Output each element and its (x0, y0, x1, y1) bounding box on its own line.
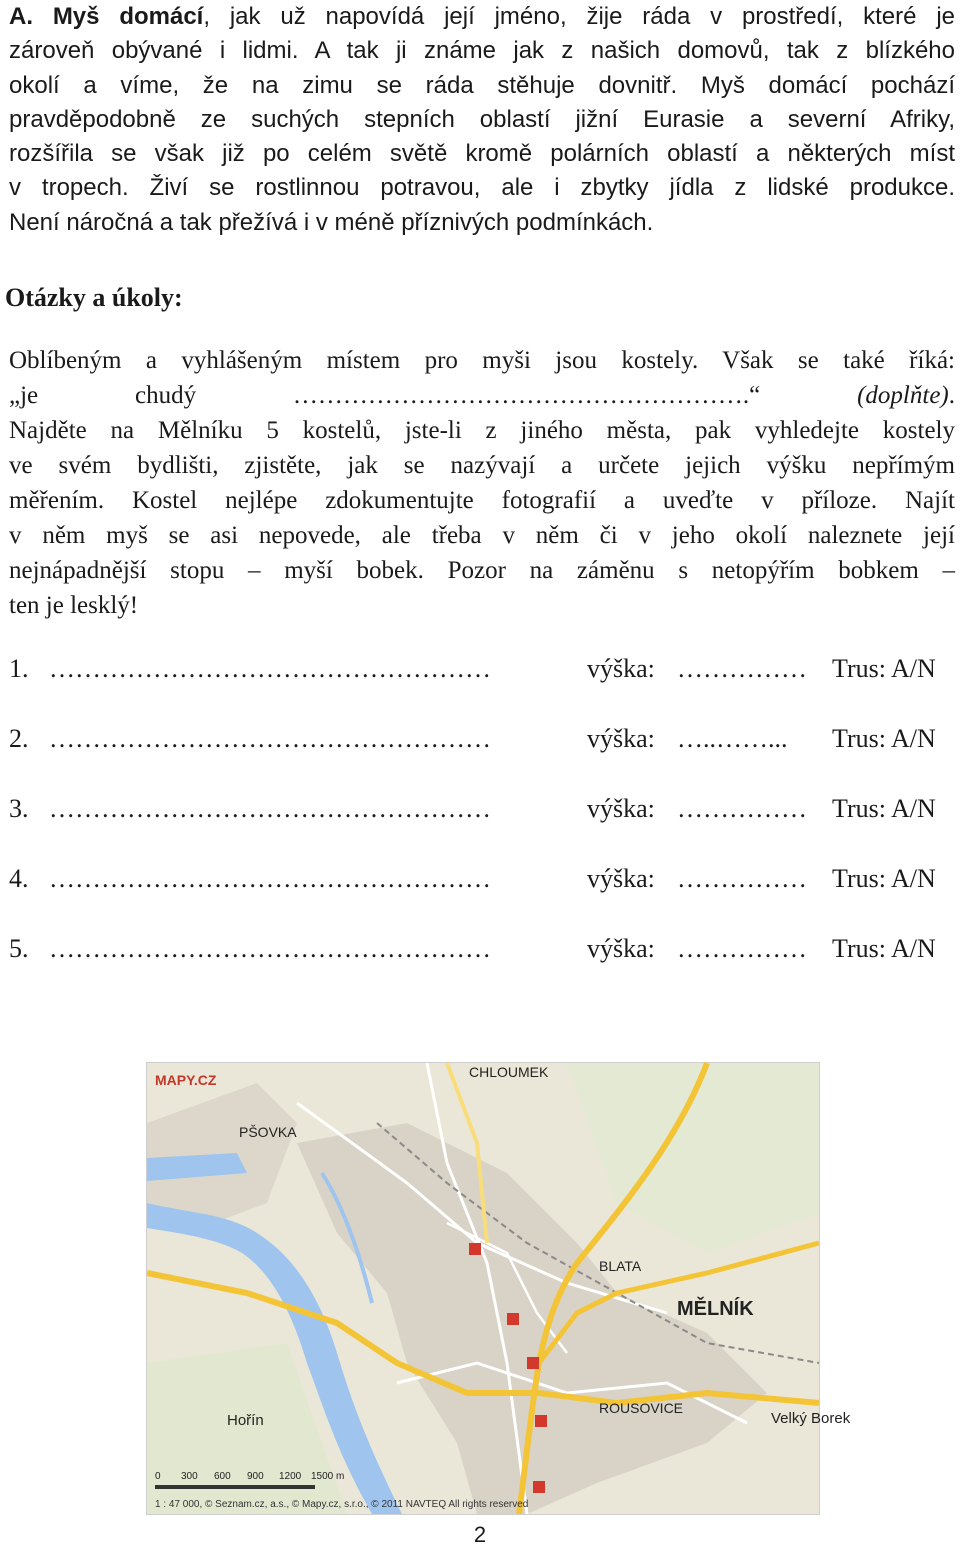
text-line (9, 103, 955, 137)
map-label-blata: BLATA (599, 1258, 642, 1274)
droppings-label: Trus: A/N (832, 724, 936, 753)
church-name-blank[interactable]: …………………………………………… (49, 934, 491, 963)
answer-row (9, 654, 955, 690)
text-run: (doplňte) (857, 382, 949, 409)
text-run: nejnápadnější stopu – myší bobek. Pozor na záměnu s netopýřím bobkem – (9, 557, 955, 584)
text-line (9, 378, 955, 413)
row-number: 4. (9, 864, 29, 893)
height-blank[interactable]: …………… (677, 654, 807, 683)
text-run: ve svém bydlišti, zjistěte, jak se nazývají a určete jejich výšku nepřímým (9, 452, 955, 479)
text-run: zároveň obývané i lidmi. A tak ji známe jak z našich domovů, tak z blízkého (9, 37, 955, 65)
text-line (9, 588, 955, 623)
map-drawing (147, 1063, 851, 1514)
text-run: v tropech. Živí se rostlinnou potravou, ale i zbytky jídla z lidské produkce. (9, 174, 955, 202)
scale-tick: 900 (247, 1471, 264, 1482)
scale-tick: 600 (214, 1471, 231, 1482)
text-line (9, 206, 955, 240)
text-line (9, 553, 955, 588)
height-blank[interactable]: …..……... (677, 724, 788, 753)
scale-tick: 1500 m (311, 1471, 345, 1482)
text-run: „je chudý ……………………………………………….“ (9, 382, 858, 409)
height-label: výška: (587, 654, 655, 683)
map-label-velky-borek: Velký Borek (771, 1410, 851, 1427)
answer-row (9, 864, 955, 900)
row-number: 3. (9, 794, 29, 823)
height-blank[interactable]: …………… (677, 934, 807, 963)
map-label-horin: Hořín (227, 1412, 264, 1429)
text-run: Oblíbeným a vyhlášeným místem pro myši jsou kostely. Však se také říká: (9, 347, 955, 374)
droppings-label: Trus: A/N (832, 864, 936, 893)
text-line (9, 448, 955, 483)
height-label: výška: (587, 864, 655, 893)
text-run: okolí a víme, že na zimu se ráda stěhuje dovnitř. Myš domácí pochází (9, 71, 955, 99)
text-run: A. Myš domácí (9, 3, 204, 30)
text-line (9, 343, 955, 378)
text-line (9, 171, 955, 205)
height-blank[interactable]: …………… (677, 864, 807, 893)
map-label-rousovice: ROUSOVICE (599, 1400, 684, 1416)
text-line (9, 518, 955, 553)
row-number: 2. (9, 724, 29, 753)
text-run: . (948, 382, 955, 409)
text-line (9, 483, 955, 518)
church-marker (507, 1313, 519, 1325)
church-marker (469, 1243, 481, 1255)
text-run: Najděte na Mělníku 5 kostelů, jste-li z jiného města, pak vyhledejte kostely (9, 417, 955, 444)
church-name-blank[interactable]: …………………………………………… (49, 724, 491, 753)
row-number: 1. (9, 654, 29, 683)
church-name-blank[interactable]: …………………………………………… (49, 654, 491, 683)
church-marker (533, 1481, 545, 1493)
text-line (9, 413, 955, 448)
text-run: ten je lesklý! (9, 592, 139, 619)
text-run: Není náročná a tak přežívá i v méně příznivých podmínkách. (9, 208, 654, 236)
droppings-label: Trus: A/N (832, 934, 936, 963)
droppings-label: Trus: A/N (832, 654, 936, 683)
task-paragraph (9, 343, 955, 623)
text-line (9, 137, 955, 171)
text-line (9, 0, 955, 34)
answer-row (9, 934, 955, 970)
church-marker (535, 1415, 547, 1427)
droppings-label: Trus: A/N (832, 794, 936, 823)
section-heading: Otázky a úkoly: (5, 283, 183, 312)
row-number: 5. (9, 934, 29, 963)
map-logo: MAPY.CZ (155, 1072, 217, 1088)
height-label: výška: (587, 934, 655, 963)
church-name-blank[interactable]: …………………………………………… (49, 794, 491, 823)
text-run: pravděpodobně ze suchých stepních oblastí jižní Eurasie a severní Afriky, (9, 105, 955, 133)
map-label-psovka: PŠOVKA (239, 1124, 297, 1140)
height-label: výška: (587, 794, 655, 823)
text-line (9, 69, 955, 103)
church-marker (527, 1357, 539, 1369)
map-label-chloumek: CHLOUMEK (469, 1064, 549, 1080)
map-copyright: 1 : 47 000, © Seznam.cz, a.s., © Mapy.cz, s.r.o., © 2011 NAVTEQ All rights reserved (155, 1499, 529, 1510)
text-line (9, 34, 955, 68)
answer-row (9, 724, 955, 760)
intro-paragraph (9, 0, 955, 240)
church-name-blank[interactable]: …………………………………………… (49, 864, 491, 893)
map-label-melnik: MĚLNÍK (677, 1298, 754, 1320)
text-run: v něm myš se asi nepovede, ale třeba v něm či v jeho okolí naleznete její (9, 522, 955, 549)
height-blank[interactable]: …………… (677, 794, 807, 823)
text-run: rozšířila se však již po celém světě kromě polárních oblastí a některých míst (9, 140, 955, 168)
height-label: výška: (587, 724, 655, 753)
text-run: , jak už napovídá její jméno, žije ráda v prostředí, které je (203, 3, 955, 30)
answer-row (9, 794, 955, 830)
scale-tick: 0 (155, 1471, 161, 1482)
map-image (146, 1062, 851, 1515)
scale-tick: 300 (181, 1471, 198, 1482)
scale-tick: 1200 (279, 1471, 302, 1482)
text-run: měřením. Kostel nejlépe zdokumentujte fotografií a uveďte v příloze. Najít (9, 487, 955, 514)
page-number: 2 (473, 1522, 487, 1547)
